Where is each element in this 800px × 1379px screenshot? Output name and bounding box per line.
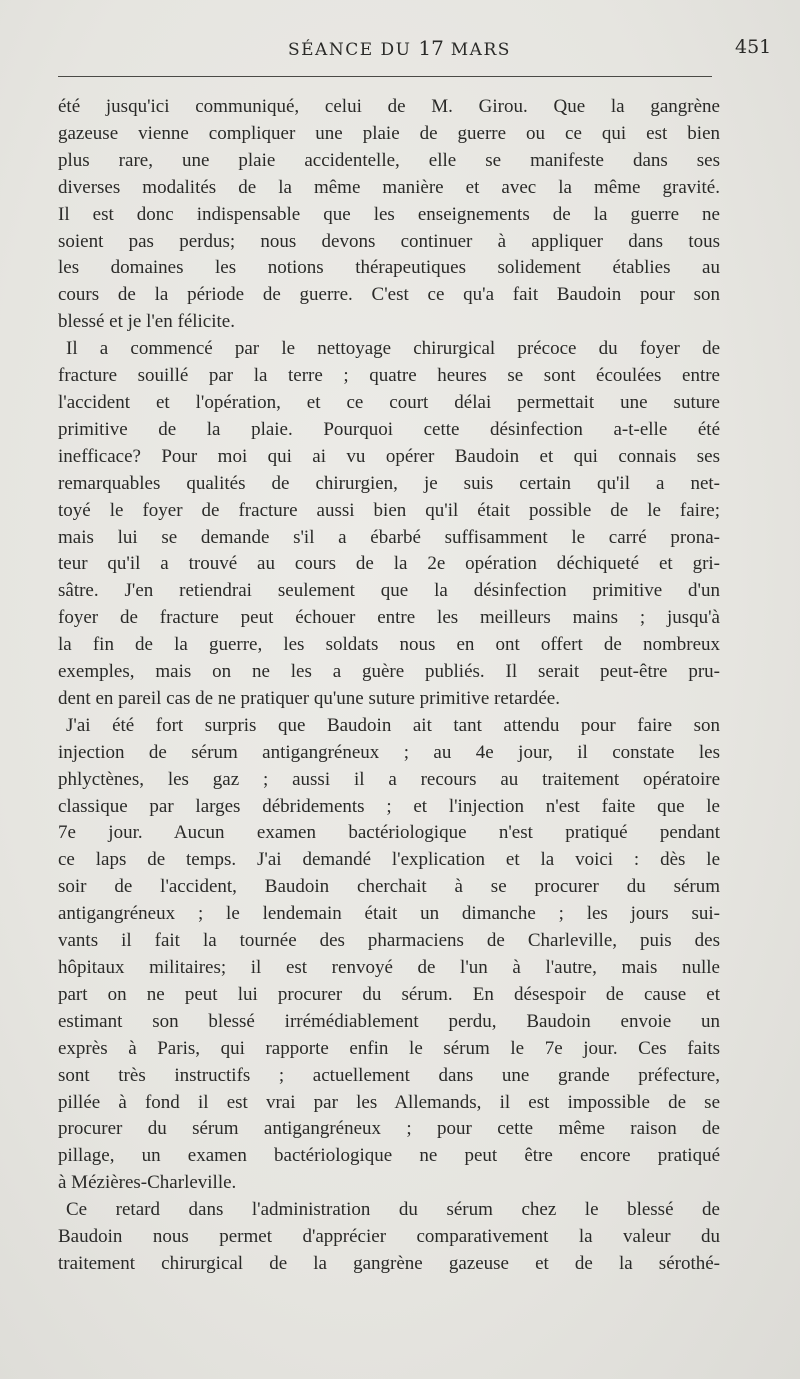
text-line: blessé et je l'en félicite. bbox=[58, 311, 235, 333]
text-line: dent en pareil cas de ne pratiquer qu'une suture primitive retardée. bbox=[58, 687, 560, 709]
text-line: plus rare, une plaie accidentelle, elle se manifeste dans ses bbox=[58, 149, 720, 171]
text-line: pillée à fond il est vrai par les Allemands, il est impossible de se bbox=[58, 1091, 720, 1113]
text-line: l'accident et l'opération, et ce court délai permettait une suture bbox=[58, 391, 720, 413]
text-line: injection de sérum antigangréneux ; au 4e jour, il constate les bbox=[58, 741, 720, 763]
paragraph bbox=[58, 336, 720, 713]
text-line: classique par larges débridements ; et l'injection n'est faite que le bbox=[58, 795, 720, 817]
text-line: mais lui se demande s'il a ébarbé suffisamment le carré prona- bbox=[58, 526, 720, 548]
text-line: antigangréneux ; le lendemain était un dimanche ; les jours sui- bbox=[58, 903, 720, 925]
text-line: primitive de la plaie. Pourquoi cette désinfection a-t-elle été bbox=[58, 418, 720, 440]
text-line: inefficace? Pour moi qui ai vu opérer Baudoin et qui connais ses bbox=[58, 445, 720, 467]
text-line: sâtre. J'en retiendrai seulement que la désinfection primitive d'un bbox=[58, 580, 720, 602]
text-line: 7e jour. Aucun examen bactériologique n'est pratiqué pendant bbox=[58, 822, 720, 844]
text-line: sont très instructifs ; actuellement dans une grande préfecture, bbox=[58, 1064, 720, 1086]
text-line: exemples, mais on ne les a guère publiés. Il serait peut-être pru- bbox=[58, 661, 720, 683]
text-line: hôpitaux militaires; il est renvoyé de l'un à l'autre, mais nulle bbox=[58, 957, 720, 978]
text-line: gazeuse vienne compliquer une plaie de guerre ou ce qui est bien bbox=[58, 122, 720, 144]
text-line: toyé le foyer de fracture aussi bien qu'il était possible de le faire; bbox=[58, 499, 720, 521]
text-line: à Mézières-Charleville. bbox=[58, 1172, 237, 1194]
text-line: la fin de la guerre, les soldats nous en ont offert de nombreux bbox=[58, 634, 720, 656]
text-line: fracture souillé par la terre ; quatre heures se sont écoulées entre bbox=[58, 365, 720, 387]
paragraph bbox=[58, 713, 720, 1197]
text-line: part on ne peut lui procurer du sérum. En désespoir de cause et bbox=[58, 983, 720, 1005]
text-line: J'ai été fort surpris que Baudoin ait tant attendu pour faire son bbox=[66, 714, 720, 736]
text-line: pillage, un examen bactériologique ne peut être encore pratiqué bbox=[58, 1145, 720, 1167]
text-line: phlyctènes, les gaz ; aussi il a recours au traitement opératoire bbox=[58, 768, 720, 790]
body-text bbox=[58, 94, 720, 1278]
text-line: Il a commencé par le nettoyage chirurgical précoce du foyer de bbox=[66, 338, 720, 360]
page-number: 451 bbox=[735, 36, 772, 58]
text-line: procurer du sérum antigangréneux ; pour cette même raison de bbox=[58, 1118, 720, 1140]
text-line: Baudoin nous permet d'apprécier comparativement la valeur du bbox=[58, 1226, 720, 1248]
running-title: SÉANCE DU 17 MARS bbox=[288, 36, 511, 60]
text-line: vants il fait la tournée des pharmaciens de Charleville, puis des bbox=[58, 930, 720, 952]
text-line: ce laps de temps. J'ai demandé l'explication et la voici : dès le bbox=[58, 849, 720, 871]
text-line: estimant son blessé irrémédiablement perdu, Baudoin envoie un bbox=[58, 1010, 720, 1032]
text-line: Il est donc indispensable que les enseignements de la guerre ne bbox=[58, 203, 720, 225]
text-line: soient pas perdus; nous devons continuer à appliquer dans tous bbox=[58, 230, 720, 252]
text-line: traitement chirurgical de la gangrène gazeuse et de la sérothé- bbox=[58, 1252, 720, 1274]
header-rule bbox=[58, 76, 712, 77]
text-line: foyer de fracture peut échouer entre les meilleurs mains ; jusqu'à bbox=[58, 607, 720, 629]
running-header bbox=[0, 36, 800, 60]
text-line: diverses modalités de la même manière et avec la même gravité. bbox=[58, 176, 720, 198]
text-line: remarquables qualités de chirurgien, je suis certain qu'il a net- bbox=[58, 472, 720, 494]
text-line: exprès à Paris, qui rapporte enfin le sérum le 7e jour. Ces faits bbox=[58, 1037, 720, 1059]
text-line: teur qu'il a trouvé au cours de la 2e opération déchiqueté et gri- bbox=[58, 553, 720, 575]
text-line: les domaines les notions thérapeutiques solidement établies au bbox=[58, 257, 720, 279]
text-line: cours de la période de guerre. C'est ce qu'a fait Baudoin pour son bbox=[58, 284, 720, 306]
text-line: soir de l'accident, Baudoin cherchait à se procurer du sérum bbox=[58, 876, 720, 898]
paragraph bbox=[58, 94, 720, 336]
paragraph bbox=[58, 1197, 720, 1278]
text-line: Ce retard dans l'administration du sérum chez le blessé de bbox=[66, 1199, 720, 1221]
text-line: été jusqu'ici communiqué, celui de M. Girou. Que la gangrène bbox=[58, 96, 720, 117]
